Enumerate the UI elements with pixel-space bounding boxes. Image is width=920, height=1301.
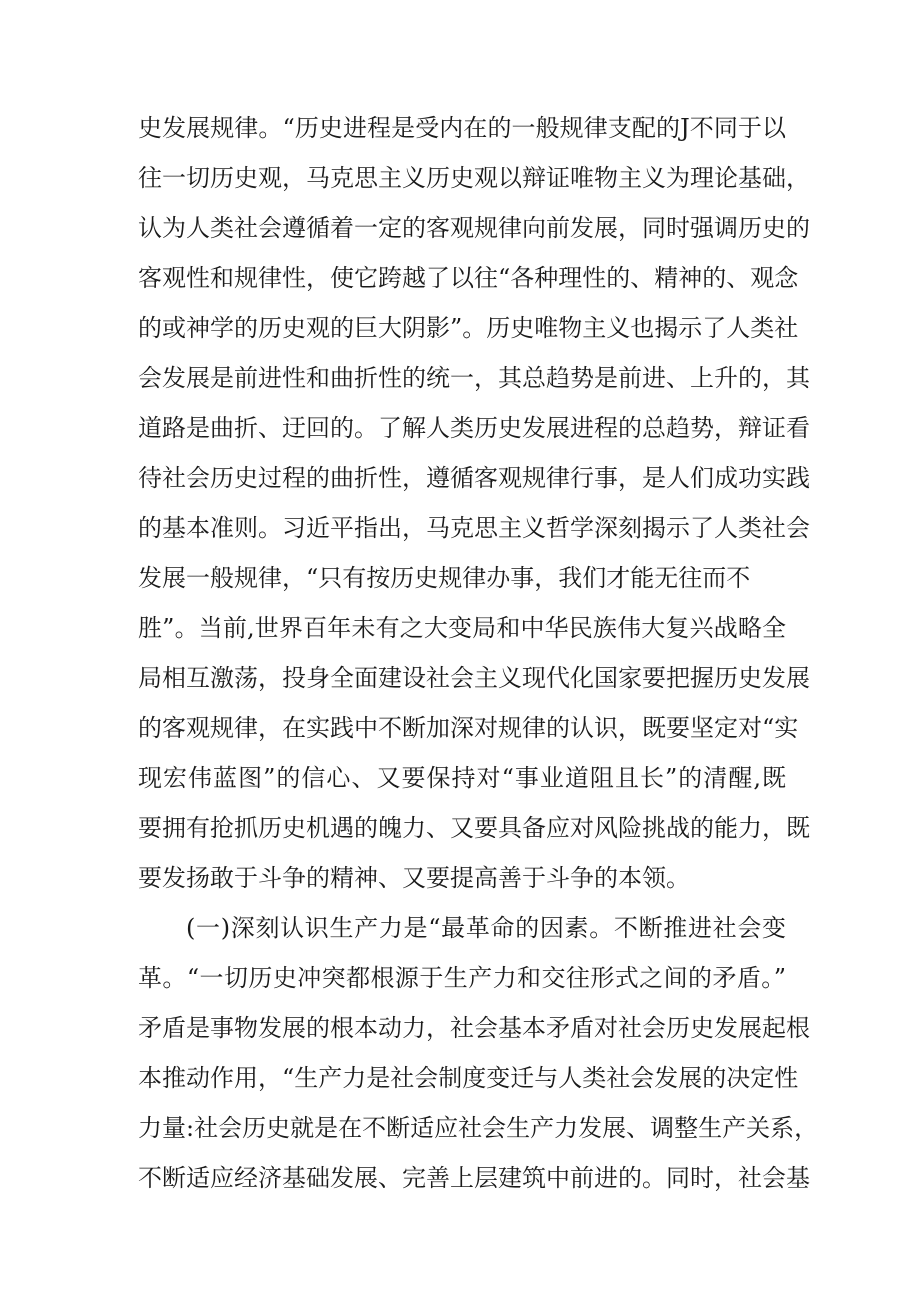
text-line: 的基本准则。习近平指出，马克思主义哲学深刻揭示了人类社会 xyxy=(138,514,810,542)
text-line: 的或神学的历史观的巨大阴影”。历史唯物主义也揭示了人类社 xyxy=(138,314,799,342)
text-line: 会发展是前进性和曲折性的统一，其总趋势是前进、上升的，其 xyxy=(138,364,810,392)
text-line: 力量:社会历史就是在不断适应社会生产力发展、调整生产关系， xyxy=(138,1114,819,1142)
text-line: 本推动作用，“生产力是社会制度变迁与人类社会发展的决定性 xyxy=(138,1064,799,1092)
text-line: 革。“一切历史冲突都根源于生产力和交往形式之间的矛盾。” xyxy=(138,964,786,992)
text-line: 要拥有抢抓历史机遇的魄力、又要具备应对风险挑战的能力，既 xyxy=(138,814,810,842)
text-line: 矛盾是事物发展的根本动力，社会基本矛盾对社会历史发展起根 xyxy=(138,1014,810,1042)
text-line: 待社会历史过程的曲折性，遵循客观规律行事，是人们成功实践 xyxy=(138,464,810,492)
text-line: 要发扬敢于斗争的精神、又要提高善于斗争的本领。 xyxy=(138,864,690,892)
text-line: 现宏伟蓝图”的信心、又要保持对“事业道阻且长”的清醒,既 xyxy=(138,764,786,792)
text-line: 发展一般规律，“只有按历史规律办事，我们才能无往而不 xyxy=(138,564,751,592)
text-line: 不断适应经济基础发展、完善上层建筑中前进的。同时，社会基 xyxy=(138,1164,810,1192)
text-line: 道路是曲折、迂回的。了解人类历史发展进程的总趋势，辩证看 xyxy=(138,414,810,442)
text-line: 局相互激荡，投身全面建设社会主义现代化国家要把握历史发展 xyxy=(138,664,810,692)
text-line: 胜”。当前,世界百年未有之大变局和中华民族伟大复兴战略全 xyxy=(138,614,786,642)
text-line: 的客观规律，在实践中不断加深对规律的认识，既要坚定对“实 xyxy=(138,714,799,742)
text-line: 史发展规律。“历史进程是受内在的一般规律支配的J不同于以 xyxy=(138,114,786,142)
text-line: 认为人类社会遵循着一定的客观规律向前发展，同时强调历史的 xyxy=(138,214,810,242)
text-line: 往一切历史观，马克思主义历史观以辩证唯物主义为理论基础， xyxy=(138,164,810,192)
text-line: 客观性和规律性，使它跨越了以往“各种理性的、精神的、观念 xyxy=(138,264,799,292)
section-heading-line: (一)深刻认识生产力是“最革命的因素。不断推进社会变 xyxy=(186,914,786,942)
